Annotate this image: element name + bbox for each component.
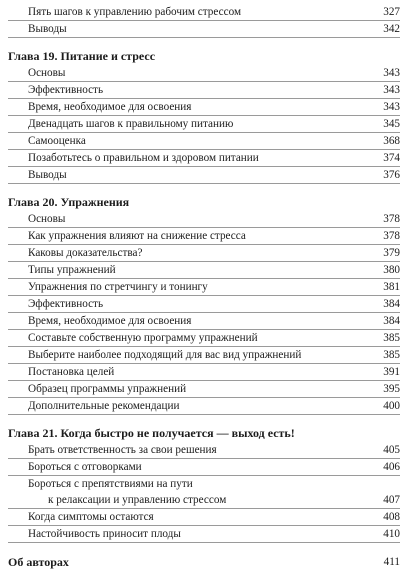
toc-entry-title: Настойчивость приносит плоды (28, 528, 181, 540)
toc-entry-page: 374 (383, 152, 400, 164)
toc-entry (8, 313, 400, 330)
toc-entry (8, 167, 400, 184)
toc-entry (8, 82, 400, 99)
toc-entry-page: 385 (383, 332, 400, 344)
toc-entry (8, 133, 400, 150)
chapter-title: Глава 21. Когда быстро не получается — выход есть! (8, 426, 295, 440)
toc-entry-page: 379 (383, 247, 400, 259)
toc-entry-title: Выводы (28, 23, 67, 35)
toc-entry-title: Время, необходимое для освоения (28, 101, 192, 113)
toc-entry-page: 385 (383, 349, 400, 361)
toc-entry (8, 398, 400, 415)
toc-entry (8, 150, 400, 167)
toc-entry-title: Позаботьтесь о правильном и здоровом питании (28, 152, 259, 164)
toc-entry-title: Выберите наиболее подходящий для вас вид упражнений (28, 349, 302, 361)
toc-entry (8, 442, 400, 459)
toc-entry (8, 211, 400, 228)
toc-entry-page: 342 (383, 23, 400, 35)
toc-entry (8, 21, 400, 38)
toc-entry-page: 406 (383, 461, 400, 473)
toc-entry-page: 368 (383, 135, 400, 147)
toc-entry-title: Образец программы упражнений (28, 383, 187, 395)
toc-entry-page: 378 (383, 230, 400, 242)
toc-entry (8, 330, 400, 347)
toc-entry (8, 381, 400, 398)
toc-entry (8, 262, 400, 279)
toc-entry-page: 378 (383, 213, 400, 225)
toc-entry (8, 526, 400, 543)
about-authors-title: Об авторах (8, 555, 69, 569)
toc-entry (8, 65, 400, 82)
toc-entry-title: Основы (28, 67, 66, 79)
toc-entry-page: 376 (383, 169, 400, 181)
toc-entry-page: 380 (383, 264, 400, 276)
toc-entry-page: 343 (383, 67, 400, 79)
toc-entry-page: 384 (383, 315, 400, 327)
toc-entry (8, 296, 400, 313)
toc-entry-title: Эффективность (28, 84, 104, 96)
toc-entry-title: Бороться с отговорками (28, 461, 142, 473)
toc-entry-title: Как упражнения влияют на снижение стресса (28, 230, 246, 242)
toc-entry-title: Каковы доказательства? (28, 247, 143, 259)
toc-entry-page: 384 (383, 298, 400, 310)
chapter-heading (8, 38, 400, 65)
toc-entry-title: Бороться с препятствиями на пути (28, 478, 193, 490)
toc-entry-page: 407 (383, 494, 400, 506)
toc-entry-title: Брать ответственность за свои решения (28, 444, 217, 456)
toc-entry-page: 345 (383, 118, 400, 130)
toc-entry-title: Пять шагов к управлению рабочим стрессом (28, 6, 242, 18)
toc-entry-title-continued: к релаксации и управлению стрессом (48, 494, 227, 506)
about-authors-heading (8, 543, 400, 571)
toc-entry-page: 391 (383, 366, 400, 378)
toc-entry-page: 408 (383, 511, 400, 523)
toc-entry-title: Упражнения по стретчингу и тонингу (28, 281, 208, 293)
toc-entry-page: 343 (383, 101, 400, 113)
toc-entry (8, 279, 400, 296)
toc-entry (8, 245, 400, 262)
toc-entry (8, 509, 400, 526)
toc-entry-page: 381 (383, 281, 400, 293)
toc-entry-title: Составьте собственную программу упражнений (28, 332, 258, 344)
toc-entry-page: 405 (383, 444, 400, 456)
toc-entry-title: Самооценка (28, 135, 86, 147)
toc-entry-title: Время, необходимое для освоения (28, 315, 192, 327)
toc-entry (8, 116, 400, 133)
toc-entry-title: Когда симптомы остаются (28, 511, 154, 523)
toc-entry-title: Типы упражнений (28, 264, 116, 276)
toc-entry-page: 395 (383, 383, 400, 395)
toc-entry-title: Двенадцать шагов к правильному питанию (28, 118, 234, 130)
toc-entry-title: Выводы (28, 169, 67, 181)
chapter-title: Глава 19. Питание и стресс (8, 49, 156, 63)
about-authors-page: 411 (383, 556, 400, 568)
toc-entry-page: 400 (383, 400, 400, 412)
chapter-title: Глава 20. Упражнения (8, 195, 130, 209)
toc-entry (8, 228, 400, 245)
chapter-heading (8, 415, 400, 442)
toc-entry-title: Дополнительные рекомендации (28, 400, 180, 412)
toc-entry-page: 343 (383, 84, 400, 96)
toc-entry (8, 364, 400, 381)
toc-entry-title: Основы (28, 213, 66, 225)
toc-entry (8, 4, 400, 21)
toc-entry-title: Постановка целей (28, 366, 115, 378)
toc-entry-page: 410 (383, 528, 400, 540)
toc-entry-page: 327 (383, 6, 400, 18)
toc-entry (8, 99, 400, 116)
toc-entry (8, 476, 400, 509)
toc-entry (8, 347, 400, 364)
toc-entry (8, 459, 400, 476)
toc-entry-title: Эффективность (28, 298, 104, 310)
chapter-heading (8, 184, 400, 211)
